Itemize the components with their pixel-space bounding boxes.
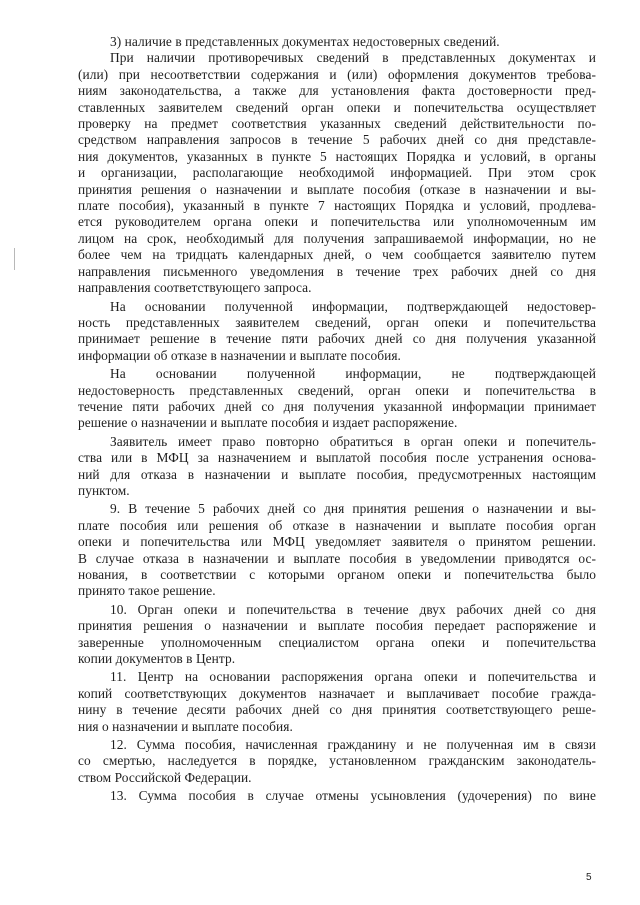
text-line: пунктом. xyxy=(78,482,130,498)
text-line: нования, в соответствии с которыми органом опеки и попечительства было xyxy=(78,567,596,582)
text-line: ется руководителем органа опеки и попечительства или уполномоченным им xyxy=(78,214,596,230)
text-line: информации об отказе в назначении и выплате пособия. xyxy=(78,347,401,363)
text-line: ность представленных заявителем сведений, орган опеки и попечительства xyxy=(78,314,596,330)
text-line: решение о назначении и выплате пособия и издает распоряжение. xyxy=(78,415,458,431)
text-line: плате пособия или решения об отказе в назначении и выплате пособия орган xyxy=(78,517,596,533)
text-line: 12. Сумма пособия, начисленная гражданину и не полученная им в связи xyxy=(110,737,596,753)
text-line: заверенные уполномоченным специалистом органа опеки и попечительства xyxy=(78,634,596,650)
text-line: направления письменного уведомления в течение трех рабочих дней со дня xyxy=(78,263,596,279)
text-line: средством направления запросов в течение 5 рабочих дней со дня представле- xyxy=(78,132,596,148)
text-line: 9. В течение 5 рабочих дней со дня принятия решения о назначении и вы- xyxy=(110,501,596,517)
paragraph-refusal-decision xyxy=(78,299,596,365)
text-line: опеки и попечительства или МФЦ уведомляет заявителя о принятом решении. xyxy=(78,534,596,550)
text-line: 10. Орган опеки и попечительства в течение двух рабочих дней со дня xyxy=(110,601,596,617)
text-line: копий соответствующих документов назначает и выплачивает пособие гражда- xyxy=(78,685,596,701)
text-line: 11. Центр на основании распоряжения органа опеки и попечительства и xyxy=(110,669,596,685)
paragraph-item-11 xyxy=(78,669,596,735)
text-line: копии документов в Центр. xyxy=(78,651,236,667)
text-line: ния о назначении и выплате пособия. xyxy=(78,718,293,734)
text-line: ний для отказа в назначении и выплате пособия, предусмотренных настоящим xyxy=(78,466,596,482)
text-line: лицом на срок, необходимый для получения запрашиваемой информации, но не xyxy=(78,230,596,246)
text-line: (или) при несоответствии содержания и (или) оформления документов требова- xyxy=(78,66,596,82)
paragraph-item-12 xyxy=(78,737,596,786)
page-number: 5 xyxy=(586,872,592,883)
text-line: направления соответствующего запроса. xyxy=(78,280,312,296)
text-line: нину в течение десяти рабочих дней со дня принятия соответствующего реше- xyxy=(78,702,596,718)
document-body xyxy=(78,34,596,805)
paragraph-approval-decision xyxy=(78,366,596,432)
paragraph-item-3 xyxy=(78,34,596,50)
paragraph-item-13 xyxy=(78,788,596,804)
text-line: принимает решение в течение пяти рабочих дней со дня получения указанной xyxy=(78,331,596,347)
text-line: При наличии противоречивых сведений в представленных документах и xyxy=(110,50,596,66)
text-line: На основании полученной информации, не подтверждающей xyxy=(110,366,596,382)
paragraph-contradictory-info xyxy=(78,50,596,296)
text-line: принятия решения о назначении и выплате пособия (отказе в назначении и вы- xyxy=(78,181,596,197)
text-line: принятия решения о назначении и выплате пособия передает распоряжение и xyxy=(78,618,596,634)
text-line: и организации, располагающие необходимой информацией. При этом срок xyxy=(78,165,596,181)
text-line: 13. Сумма пособия в случае отмены усыновления (удочерения) по вине xyxy=(110,788,596,804)
text-line: В случае отказа в назначении и выплате пособия в уведомлении приводятся ос- xyxy=(78,550,596,566)
text-line: недостоверность представленных сведений, орган опеки и попечительства в xyxy=(78,382,596,398)
text-line: плате пособия), указанный в пункте 7 настоящих Порядка и условий, продлева- xyxy=(78,198,596,214)
text-line: более чем на тридцать календарных дней, о чем сообщается заявителю путем xyxy=(78,247,596,263)
text-line: 3) наличие в представленных документах недостоверных сведений. xyxy=(110,34,500,49)
text-line: На основании полученной информации, подтверждающей недостовер- xyxy=(110,298,596,314)
text-line: течение пяти рабочих дней со дня получения указанной информации принимает xyxy=(78,398,596,414)
scan-margin-mark xyxy=(14,248,15,270)
paragraph-reapplication-right xyxy=(78,434,596,500)
text-line: ства или в МФЦ за назначением и выплатой пособия после устранения основа- xyxy=(78,450,596,466)
text-line: ния документов, указанных в пункте 5 настоящих Порядка и условий, в органы xyxy=(78,148,596,164)
text-line: проверку на предмет соответствия указанных сведений действительности по- xyxy=(78,116,596,132)
text-line: Заявитель имеет право повторно обратиться в орган опеки и попечитель- xyxy=(110,433,596,449)
paragraph-item-9 xyxy=(78,501,596,599)
text-line: принято такое решение. xyxy=(78,583,216,599)
text-line: ством Российской Федерации. xyxy=(78,769,252,785)
text-line: ниям законодательства, а также для установления факта достоверности пред- xyxy=(78,83,596,99)
paragraph-item-10 xyxy=(78,602,596,668)
text-line: со смертью, наследуется в порядке, установленном гражданским законодатель- xyxy=(78,753,596,769)
text-line: ставленных заявителем сведений орган опеки и попечительства осуществляет xyxy=(78,99,596,115)
